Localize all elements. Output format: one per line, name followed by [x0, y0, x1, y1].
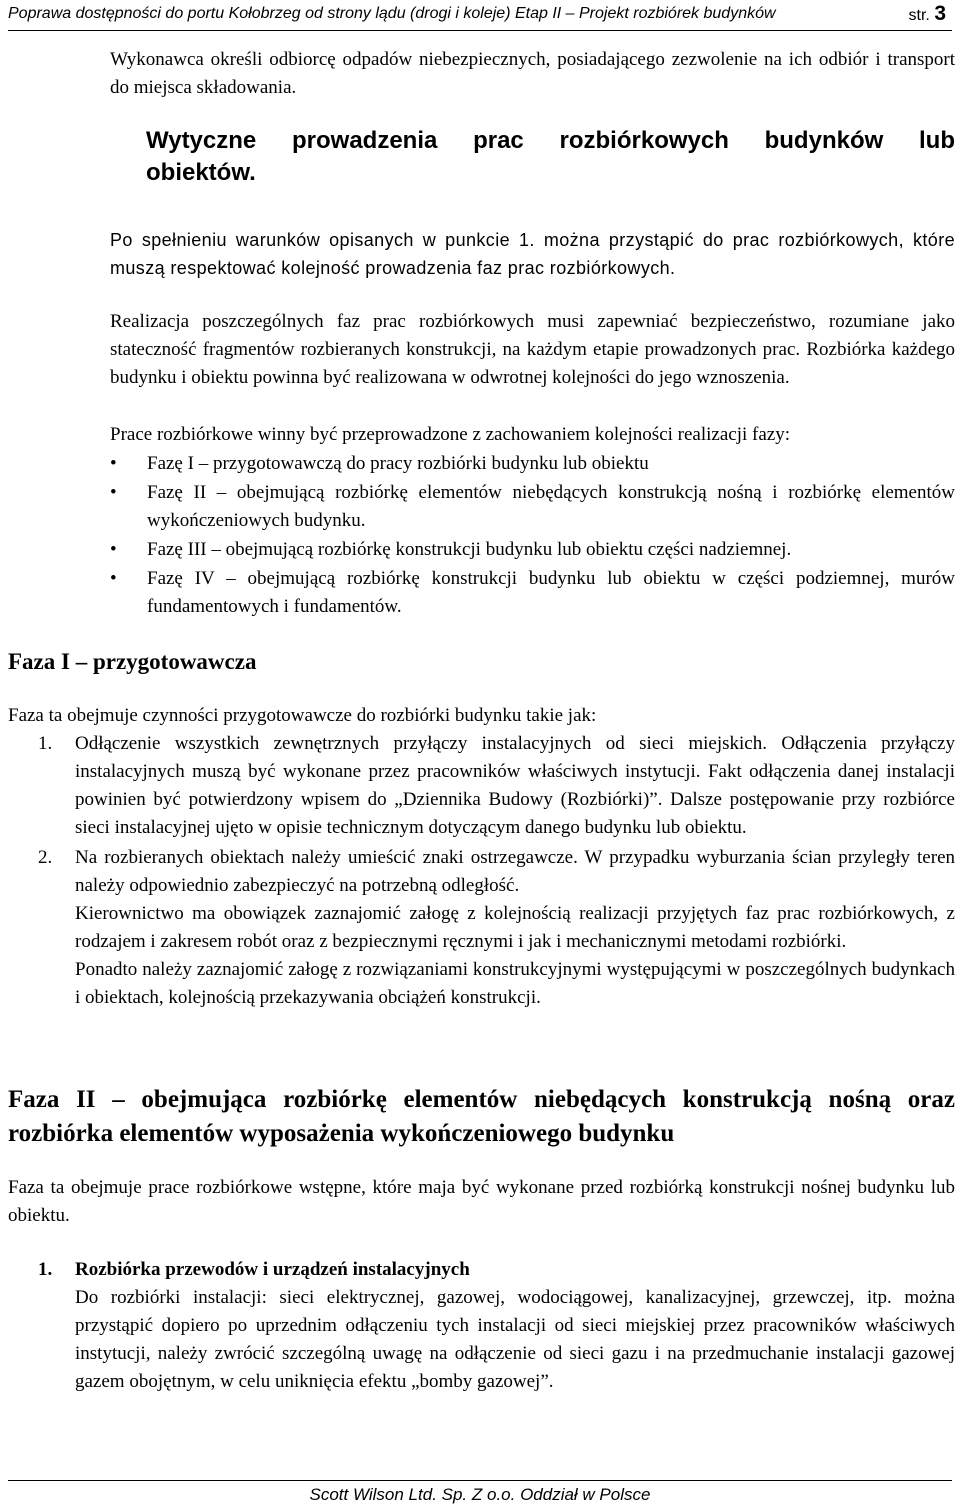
phase2-heading: Faza II – obejmująca rozbiórkę elementów niebędących konstrukcją nośną oraz rozbiórka elementów wyposażenia wykończeniowego budynku — [8, 1086, 955, 1147]
phase1-item-2: 2. Na rozbieranych obiektach należy umieścić znaki ostrzegawcze. W przypadku wyburzania ścian przyległy teren należy odpowiednio zabezpieczyć na potrzebną odległość. Kierownictwo ma obowiązek zaznajomić załogę z kolejnością realizacji przyjętych faz prac rozbiórkowych, z rodzajem i zakresem robót oraz z bezpiecznymi ręcznymi i jak i mechanicznymi metodami rozbiórki. Ponadto należy zaznajomić załogę z rozwiązaniami konstrukcyjnymi występującymi w poszczególnych budynkach i obiektach, kolejnością przekazywania obciążeń konstrukcji. — [8, 844, 955, 1012]
header-title: Poprawa dostępności do portu Kołobrzeg od strony lądu (drogi i koleje) Etap II – Projekt rozbiórek budynków — [8, 5, 776, 22]
phase1-list — [8, 730, 955, 1012]
bullet-icon: • — [110, 482, 117, 503]
bullet-icon: • — [110, 453, 117, 474]
phase-list-item: • Fazę I – przygotowawczą do pracy rozbiórki budynku lub obiektu — [110, 450, 955, 478]
guidelines-paragraph-1: Po spełnieniu warunków opisanych w punkcie 1. można przystąpić do prac rozbiórkowych, które muszą respektować kolejność prowadzenia faz prac rozbiórkowych. — [110, 230, 955, 278]
phase-list-item: • Fazę IV – obejmującą rozbiórkę konstrukcji budynku lub obiektu w części podziemnej, murów fundamentowych i fundamentów. — [110, 565, 955, 621]
bullet-icon: • — [110, 568, 117, 589]
phase1-intro: Faza ta obejmuje czynności przygotowawcze do rozbiórki budynku takie jak: — [8, 705, 597, 726]
page-footer: Scott Wilson Ltd. Sp. Z o.o. Oddział w Polsce — [8, 1480, 952, 1505]
item-number: 1. — [38, 733, 53, 754]
phase1-item-1: 1. Odłączenie wszystkich zewnętrznych przyłączy instalacyjnych od sieci miejskich. Odłączenia przyłączy instalacyjnych muszą być wykonane przez pracowników właściwych instytucji. Fakt odłączenia danej instalacji powinien być potwierdzony wpisem do „Dziennika Budowy (Rozbiórki)”. Dalsze postępowanie przy rozbiórce sieci instalacyjnej ujęto w opisie technicznym dotyczącym danego budynku lub obiektu. — [8, 730, 955, 842]
item-text: Do rozbiórki instalacji: sieci elektrycznej, gazowej, wodociągowej, kanalizacyjnej, grzewczej, itp. można przystąpić dopiero po uprzednim odłączeniu tych instalacji od sieci miejskiej przez pracowników właściwych instytucji, należy zwrócić szczególną uwagę na odłączenie od sieci gazu i na przedmuchanie instalacji gazowej gazem obojętnym, w celu uniknięcia efektu „bomby gazowej”. — [75, 1287, 955, 1392]
intro-paragraph: Wykonawca określi odbiorcę odpadów niebezpiecznych, posiadającego zezwolenie na ich odbiór i transport do miejsca składowania. — [110, 49, 955, 98]
item-title: Rozbiórka przewodów i urządzeń instalacyjnych — [75, 1259, 470, 1280]
phase2-item-1 — [8, 1256, 955, 1396]
guidelines-heading-line1: Wytyczne prowadzenia prac rozbiórkowych budynków lub — [146, 127, 955, 154]
bullet-icon: • — [110, 539, 117, 560]
guidelines-paragraph-2: Realizacja poszczególnych faz prac rozbiórkowych musi zapewniać bezpieczeństwo, rozumiane jako stateczność fragmentów rozbieranych konstrukcji, na każdym etapie prowadzonych prac. Rozbiórka każdego budynku i obiektu powinna być realizowana w odwrotnej kolejności do jego wznoszenia. — [110, 311, 955, 388]
page-header — [8, 0, 952, 31]
item-number: 1. — [38, 1259, 53, 1280]
phase1-heading: Faza I – przygotowawcza — [8, 649, 257, 674]
phase-list-item: • Fazę III – obejmującą rozbiórkę konstrukcji budynku lub obiektu części nadziemnej. — [110, 536, 955, 564]
phase-list-item: • Fazę II – obejmującą rozbiórkę elementów niebędących konstrukcją nośną i rozbiórkę elementów wykończeniowych budynku. — [110, 479, 955, 535]
guidelines-heading — [146, 125, 955, 189]
page-number-label: str. 3 — [908, 2, 946, 25]
guidelines-paragraph-3: Prace rozbiórkowe winny być przeprowadzone z zachowaniem kolejności realizacji fazy: — [110, 424, 790, 445]
guidelines-heading-line2: obiektów. — [146, 159, 256, 186]
page-number: 3 — [934, 2, 946, 25]
phase-list — [110, 450, 955, 621]
item-number: 2. — [38, 847, 53, 868]
phase2-intro: Faza ta obejmuje prace rozbiórkowe wstępne, które maja być wykonane przed rozbiórką konstrukcji nośnej budynku lub obiektu. — [8, 1177, 955, 1226]
